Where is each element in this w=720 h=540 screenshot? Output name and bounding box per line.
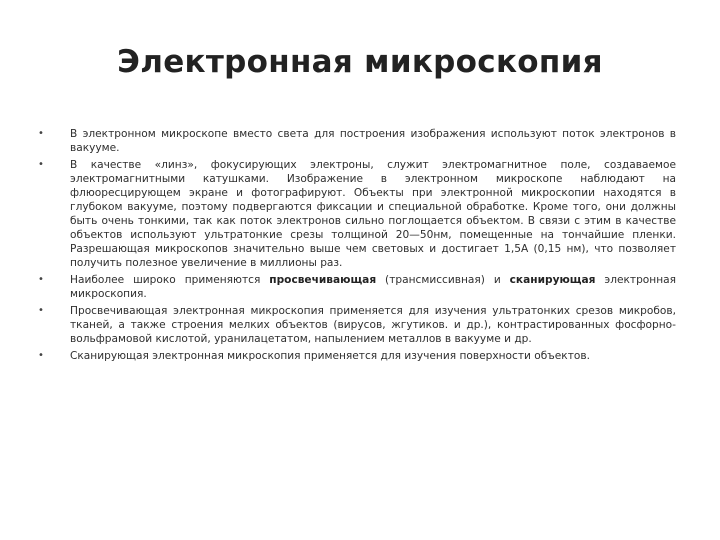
list-item xyxy=(34,349,676,363)
bullet-list xyxy=(34,127,676,366)
list-item xyxy=(34,127,676,155)
list-item xyxy=(34,273,676,301)
item-text: В электронном микроскопе вместо света для построения изображения используют поток электронов в вакууме. xyxy=(70,128,676,154)
item-text-part: электронная микроскопия. xyxy=(70,274,676,300)
bullet-icon: • xyxy=(38,350,44,361)
item-text: Просвечивающая электронная микроскопия применяется для изучения ультратонких срезов микробов, тканей, а также строения мелких объектов (вирусов, жгутиков. и др.), контрастированных фосфорно-вольфрамовой кислотой, уранилацетатом, напылением металлов в вакууме и др. xyxy=(70,305,676,345)
list-item xyxy=(34,304,676,346)
slide-title: Электронная микроскопия xyxy=(117,44,603,80)
bold-term: просвечивающая xyxy=(269,274,377,286)
item-text: В качестве «линз», фокусирующих электроны, служит электромагнитное поле, создаваемое электромагнитными катушками. Изображение в электронном микроскопе наблюдают на флюоресцирующем экране и фотографируют. Объекты при электронной микроскопии находятся в глубоком вакууме, поэтому подвергаются фиксации и специальной обработке. Кроме того, они должны быть очень тонкими, так как поток электронов сильно поглощается объектом. В связи с этим в качестве объектов используют ультратонкие срезы толщиной 20—50нм, помещенные на тончайшие пленки. Разрешающая микроскопов значительно выше чем световых и достигает 1,5А (0,15 нм), что позволяет получить полезное увеличение в миллионы раз. xyxy=(70,159,676,269)
item-text-part: Наиболее широко применяются xyxy=(70,274,270,286)
bullet-icon: • xyxy=(38,159,44,170)
bullet-icon: • xyxy=(38,305,44,316)
bold-term: сканирующая xyxy=(509,274,596,286)
item-text: Сканирующая электронная микроскопия применяется для изучения поверхности объектов. xyxy=(70,350,590,362)
bullet-icon: • xyxy=(38,274,44,285)
list-item xyxy=(34,158,676,270)
item-text-part: (трансмиссивная) и xyxy=(376,274,510,286)
bullet-icon: • xyxy=(38,128,44,139)
